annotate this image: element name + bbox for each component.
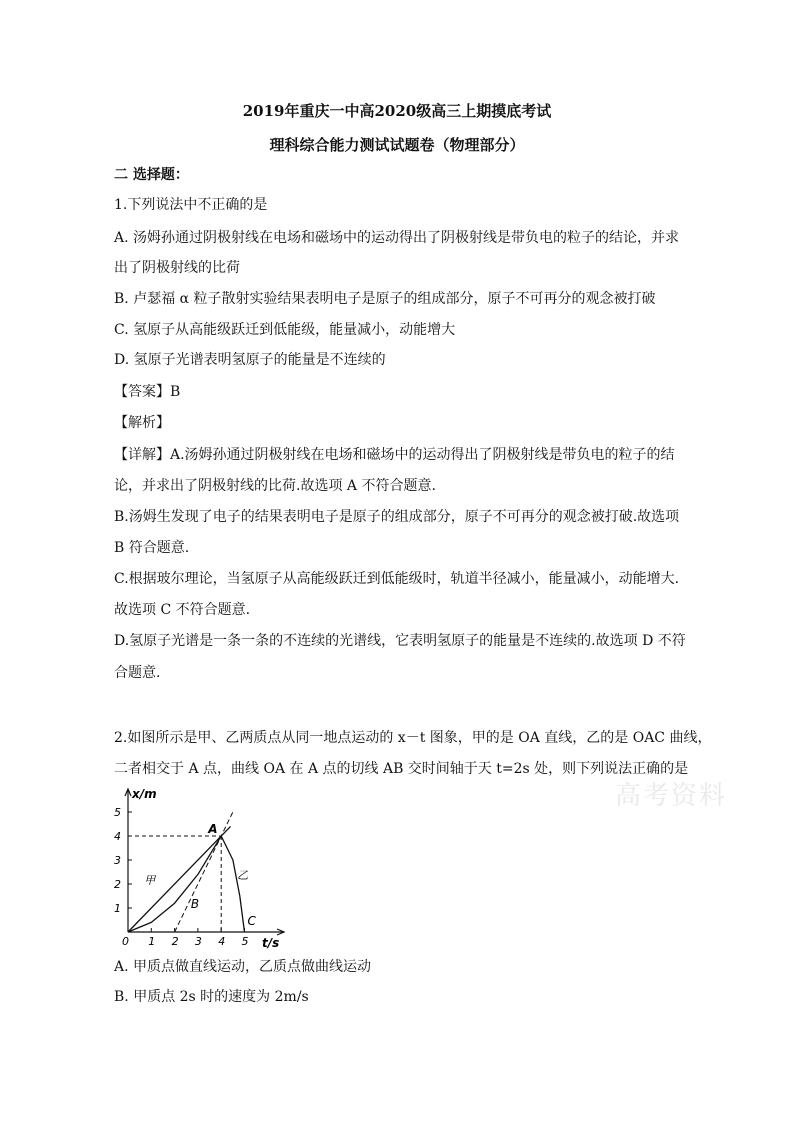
origin-label: 0 — [122, 935, 129, 948]
q1-option-a-cont: 出了阴极射线的比荷 — [114, 260, 240, 276]
q1-answer: 【答案】B — [114, 384, 181, 400]
series-jia-label: 甲 — [144, 874, 156, 887]
xt-graph — [112, 786, 292, 950]
series-yi-label: 乙 — [237, 869, 249, 883]
y-tick-label: 5 — [114, 806, 121, 819]
q1-detail-5: C.根据玻尔理论，当氢原子从高能级跃迁到低能级时，轨道半径减小，能量减小，动能增大. — [114, 571, 680, 587]
y-tick-label: 2 — [114, 878, 121, 891]
q1-stem: 1.下列说法中不正确的是 — [114, 197, 268, 213]
y-axis-label: x/m — [132, 787, 157, 801]
q1-detail-6: 故选项 C 不符合题意. — [114, 602, 251, 618]
labels — [114, 787, 279, 950]
q1-detail-8: 合题意. — [114, 665, 161, 681]
q1-option-c: C. 氢原子从高能级跃迁到低能级，能量减小，动能增大 — [114, 322, 456, 338]
x-tick-label: 2 — [171, 935, 179, 948]
q1-option-d: D. 氢原子光谱表明氢原子的能量是不连续的 — [114, 352, 386, 368]
section-heading: 二 选择题： — [114, 167, 189, 183]
q1-detail-1: 【详解】A.汤姆孙通过阴极射线在电场和磁场中的运动得出了阴极射线是带负电的粒子的结 — [114, 447, 675, 463]
x-tick-label: 1 — [148, 935, 156, 948]
point-a-label: A — [208, 822, 218, 836]
q2-stem-2: 二者相交于 A 点，曲线 OA 在 A 点的切线 AB 交时间轴于天 t=2s 处，则下列说法正确的是 — [114, 761, 689, 777]
q1-detail-2: 论，并求出了阴极射线的比荷.故选项 A 不符合题意. — [114, 478, 436, 494]
q1-analysis-label: 【解析】 — [114, 415, 170, 431]
exam-subtitle: 理科综合能力测试试题卷（物理部分） — [269, 136, 525, 154]
x-tick-label: 4 — [218, 935, 226, 948]
x-axis-label: t/s — [262, 936, 280, 950]
y-tick-label: 3 — [114, 854, 121, 867]
x-tick-label: 5 — [241, 935, 249, 948]
y-tick-label: 4 — [114, 830, 121, 843]
x-tick-label: 3 — [194, 935, 202, 948]
q2-option-b: B. 甲质点 2s 时的速度为 2m/s — [114, 989, 309, 1005]
xt-graph-figure — [112, 786, 292, 950]
axes — [125, 789, 284, 935]
series — [128, 812, 245, 932]
q1-detail-7: D.氢原子光谱是一条一条的不连续的光谱线，它表明氢原子的能量是不连续的.故选项 D 不符 — [114, 633, 686, 649]
y-tick-label: 1 — [114, 902, 121, 915]
q2-option-a: A. 甲质点做直线运动，乙质点做曲线运动 — [114, 959, 372, 975]
q1-option-a: A. 汤姆孙通过阴极射线在电场和磁场中的运动得出了阴极射线是带负电的粒子的结论，并求 — [114, 230, 680, 246]
q1-detail-4: B 符合题意. — [114, 540, 190, 556]
exam-title: 2019年重庆一中高2020级高三上期摸底考试 — [242, 102, 552, 120]
q2-stem-1: 2.如图所示是甲、乙两质点从同一地点运动的 x－t 图象，甲的是 OA 直线，乙的是 OAC 曲线， — [114, 730, 712, 746]
point-b-label: B — [190, 897, 200, 911]
point-c-label: C — [247, 913, 256, 928]
q1-option-b: B. 卢瑟福 α 粒子散射实验结果表明电子是原子的组成部分，原子不可再分的观念被打破 — [114, 291, 656, 307]
tangent-ab — [175, 812, 233, 932]
q1-detail-3: B.汤姆生发现了电子的结果表明电子是原子的组成部分，原子不可再分的观念被打破.故选项 — [114, 509, 680, 525]
watermark: 高考资料 — [615, 781, 728, 811]
